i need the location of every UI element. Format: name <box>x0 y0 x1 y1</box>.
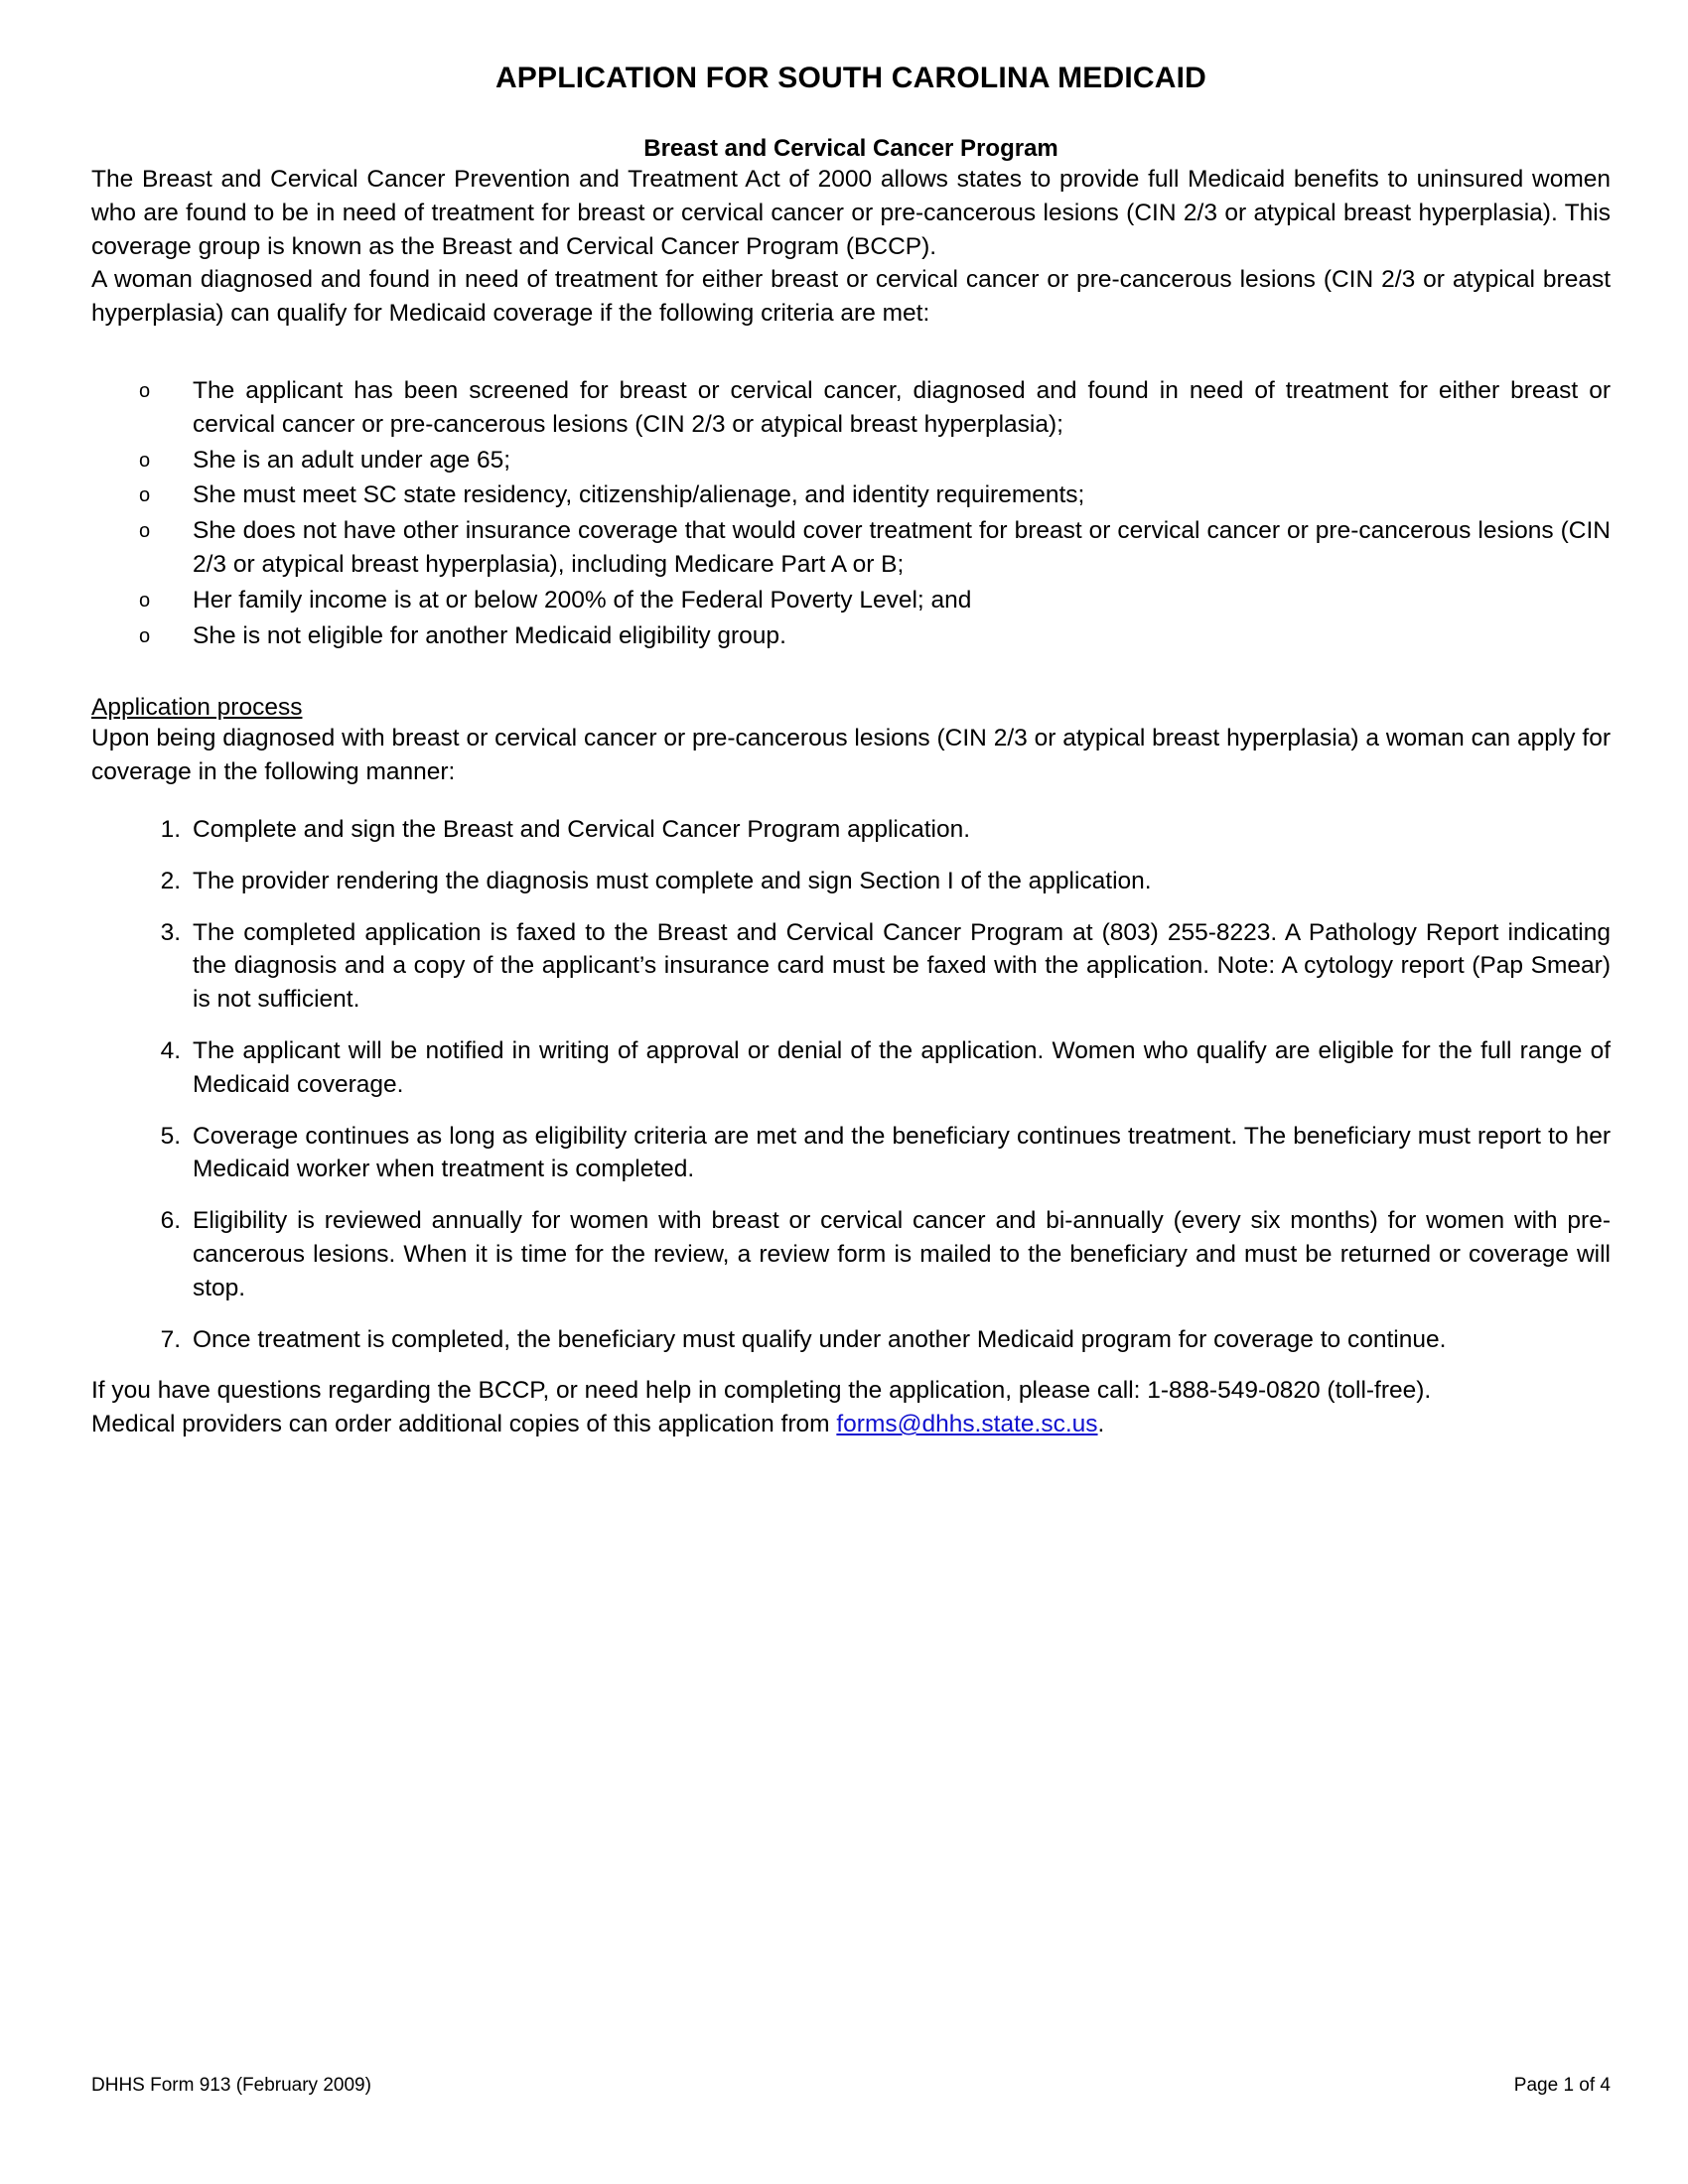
page-subtitle: Breast and Cervical Cancer Program <box>643 135 1058 162</box>
list-item-number: 3. <box>160 918 181 946</box>
criteria-list <box>91 374 1611 652</box>
list-item-label: She is not eligible for another Medicaid eligibility group. <box>193 621 786 649</box>
list-item <box>91 813 1611 847</box>
list-item-label: She must meet SC state residency, citizenship/alienage, and identity requirements; <box>193 481 1085 509</box>
list-item <box>91 865 1611 898</box>
intro-paragraph: The Breast and Cervical Cancer Prevention and Treatment Act of 2000 allows states to provide full Medicaid benefits to uninsured women who are found to be in need of treatment for breast or cervical cancer or pre-cancerous lesions (CIN 2/3 or atypical breast hyperplasia). This coverage group is known as the Breast and Cervical Cancer Program (BCCP). <box>91 166 1611 260</box>
list-item <box>91 584 1611 617</box>
list-item <box>91 916 1611 1017</box>
footer-form-id: DHHS Form 913 (February 2009) <box>91 2075 371 2096</box>
page-footer <box>91 2075 1611 2097</box>
section-heading-application-process: Application process <box>91 694 303 722</box>
list-item-label: Her family income is at or below 200% of the Federal Poverty Level; and <box>193 586 972 614</box>
list-item <box>91 478 1611 512</box>
list-item-number: 1. <box>160 815 181 843</box>
bullet-circle-icon: o <box>139 624 151 647</box>
bullet-circle-icon: o <box>139 520 151 543</box>
list-item-label: The provider rendering the diagnosis must complete and sign Section I of the application. <box>193 867 1152 894</box>
order-copies-paragraph <box>91 1408 1611 1441</box>
list-item-label: The applicant will be notified in writing of approval or denial of the application. Women who qualify are eligible for the full range of Medicaid coverage. <box>193 1036 1611 1098</box>
list-item-label: Eligibility is reviewed annually for women with breast or cervical cancer and bi-annually (every six months) for women with pre-cancerous lesions. When it is time for the review, a review form is mailed to the beneficiary and must be returned or coverage will stop. <box>193 1207 1611 1301</box>
email-link[interactable]: forms@dhhs.state.sc.us <box>836 1411 1098 1438</box>
list-item-number: 6. <box>160 1207 181 1235</box>
bullet-circle-icon: o <box>139 484 151 507</box>
list-item <box>91 514 1611 582</box>
list-item-number: 7. <box>160 1325 181 1353</box>
list-item <box>91 374 1611 442</box>
list-item-label: She is an adult under age 65; <box>193 446 511 474</box>
list-item <box>91 1120 1611 1187</box>
qualification-paragraph: A woman diagnosed and found in need of treatment for either breast or cervical cancer or pre-cancerous lesions (CIN 2/3 or atypical breast hyperplasia) can qualify for Medicaid coverage if the following criteria are met: <box>91 266 1611 328</box>
list-item <box>91 1204 1611 1304</box>
list-item-label: Once treatment is completed, the beneficiary must qualify under another Medicaid program for coverage to continue. <box>193 1325 1447 1353</box>
list-item <box>91 619 1611 653</box>
bullet-circle-icon: o <box>139 589 151 612</box>
order-copies-suffix: . <box>1097 1411 1105 1438</box>
list-item-label: Coverage continues as long as eligibility criteria are met and the beneficiary continues treatment. The beneficiary must report to her Medicaid worker when treatment is completed. <box>193 1122 1611 1183</box>
list-item <box>91 1323 1611 1357</box>
list-item <box>91 1034 1611 1102</box>
bullet-circle-icon: o <box>139 379 151 402</box>
order-copies-prefix: Medical providers can order additional copies of this application from <box>91 1411 837 1438</box>
bullet-circle-icon: o <box>139 449 151 472</box>
application-steps-list <box>91 813 1611 1356</box>
list-item-label: She does not have other insurance coverage that would cover treatment for breast or cervical cancer or pre-cancerous lesions (CIN 2/3 or atypical breast hyperplasia), including Medicare Part A or B; <box>193 517 1611 578</box>
questions-paragraph: If you have questions regarding the BCCP, or need help in completing the application, please call: 1-888-549-0820 (toll-free). <box>91 1377 1432 1405</box>
footer-page-number: Page 1 of 4 <box>1513 2075 1611 2096</box>
page-title: APPLICATION FOR SOUTH CAROLINA MEDICAID <box>494 62 1207 94</box>
list-item <box>91 444 1611 478</box>
list-item-number: 4. <box>160 1036 181 1064</box>
list-item-label: Complete and sign the Breast and Cervical Cancer Program application. <box>193 815 971 843</box>
list-item-label: The completed application is faxed to the Breast and Cervical Cancer Program at (803) 255-8223. A Pathology Report indicating the diagnosis and a copy of the applicant’s insurance card must be faxed with the application. Note: A cytology report (Pap Smear) is not sufficient. <box>193 918 1611 1014</box>
list-item-label: The applicant has been screened for breast or cervical cancer, diagnosed and found in need of treatment for either breast or cervical cancer or pre-cancerous lesions (CIN 2/3 or atypical breast hyperplasia); <box>193 376 1611 438</box>
application-process-intro: Upon being diagnosed with breast or cervical cancer or pre-cancerous lesions (CIN 2/3 or atypical breast hyperplasia) a woman can apply for coverage in the following manner: <box>91 725 1611 786</box>
list-item-number: 2. <box>160 867 181 894</box>
list-item-number: 5. <box>160 1122 181 1150</box>
